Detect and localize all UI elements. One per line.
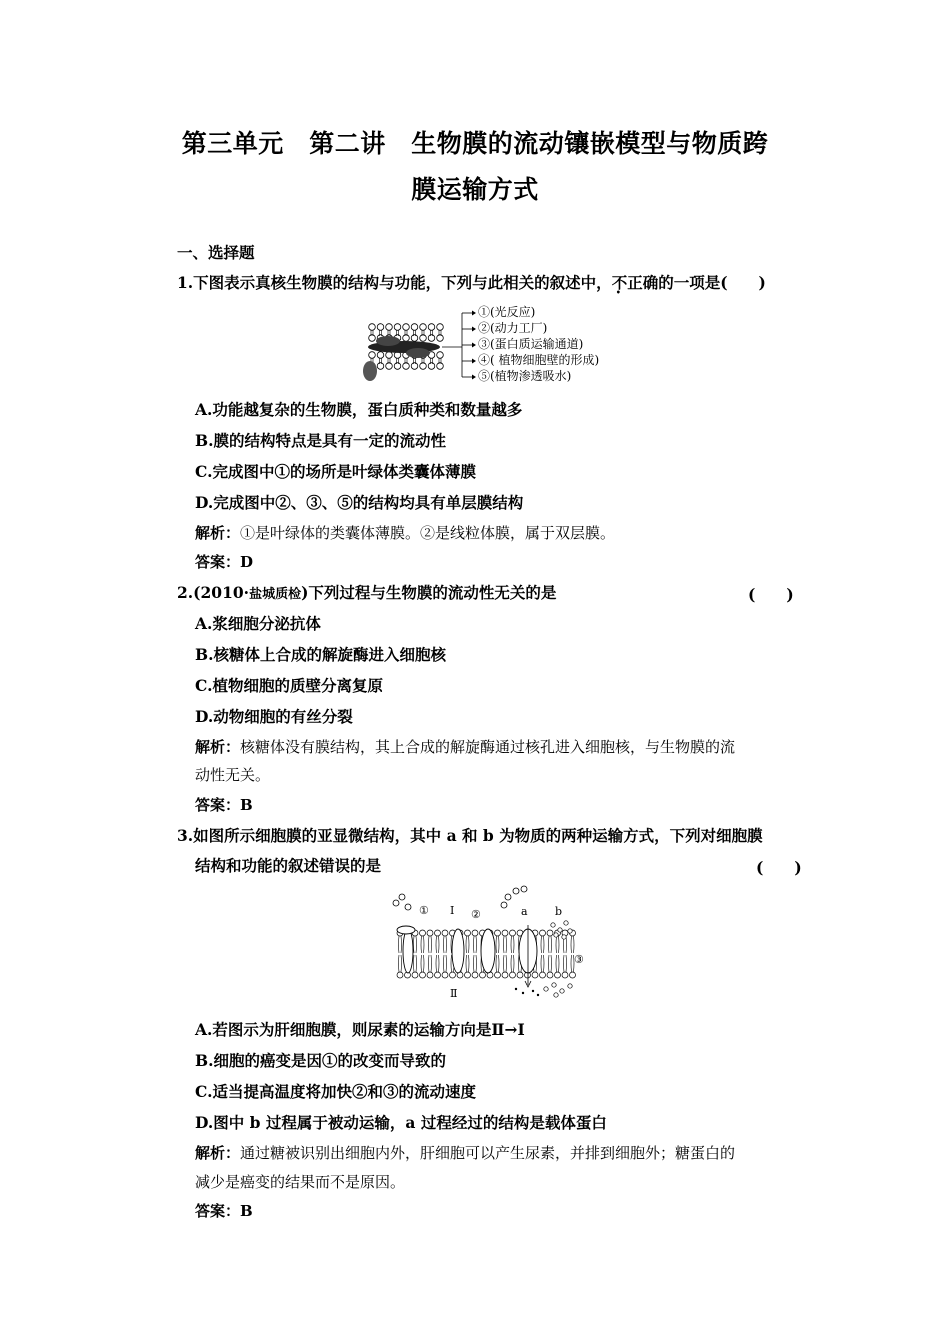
lipid-head [540, 930, 546, 936]
q2-answer-value: B [240, 796, 253, 814]
lipid-head [547, 972, 553, 978]
lipid-head [427, 972, 433, 978]
q1-option-d: D.完成图中②、③、⑤的结构均具有单层膜结构 [195, 493, 524, 512]
molecule-b [562, 935, 566, 939]
membrane-protein [406, 348, 430, 358]
molecule-b [564, 921, 568, 925]
lipid-head [369, 335, 376, 342]
lipid-head [495, 972, 501, 978]
lipid-head [435, 930, 441, 936]
q3-answer-paren: ( ) [756, 858, 802, 877]
q1-label-4: ④( 植物细胞壁的形成) [478, 353, 600, 367]
lipid-tail [504, 955, 507, 972]
section-heading: 一、选择题 [177, 243, 255, 262]
lipid-head [465, 930, 471, 936]
lipid-head [442, 930, 448, 936]
lipid-tail [421, 955, 424, 972]
lipid-tail [549, 936, 552, 953]
sugar-chain [513, 888, 519, 894]
lipid-head [394, 324, 401, 331]
q1-answer [195, 552, 253, 572]
lipid-head [386, 363, 393, 370]
lipid-head [403, 324, 410, 331]
lipid-head [437, 352, 444, 359]
lipid-tail [474, 936, 477, 953]
page-title-line1: 第三单元 第二讲 生物膜的流动镶嵌模型与物质跨 [181, 129, 769, 158]
q3-option-c: C.适当提高温度将加快②和③的流动速度 [195, 1082, 476, 1101]
q1-answer-label: 答案： [195, 553, 241, 571]
glycoprotein [397, 926, 415, 934]
molecule-b [552, 983, 556, 987]
q3-label-II: Ⅱ [450, 987, 458, 1000]
q1-label-5: ⑤(植物渗透吸水) [478, 369, 572, 383]
q2-option-c: C.植物细胞的质壁分离复原 [195, 676, 383, 695]
lipid-head [428, 324, 435, 331]
lipid-head [386, 324, 393, 331]
q1-option-a: A.功能越复杂的生物膜，蛋白质种类和数量越多 [195, 400, 523, 419]
q1-stem [177, 273, 766, 293]
lipid-head [394, 363, 401, 370]
membrane-protein [363, 361, 377, 381]
q3-label-1: ① [419, 904, 429, 917]
lipid-head [472, 972, 478, 978]
lipid-head [540, 972, 546, 978]
lipid-head [510, 930, 516, 936]
molecule-b [544, 987, 548, 991]
lipid-head [480, 972, 486, 978]
q2-option-a: A.浆细胞分泌抗体 [195, 614, 321, 633]
lipid-head [420, 335, 427, 342]
q2-analysis-text1: 核糖体没有膜结构，其上合成的解旋酶通过核孔进入细胞核，与生物膜的流 [240, 738, 736, 756]
lipid-head [420, 972, 426, 978]
membrane-protein [452, 929, 464, 973]
q2-analysis-line1 [195, 737, 735, 757]
lipid-head [420, 363, 427, 370]
sugar-chain [521, 886, 527, 892]
lipid-head [411, 324, 418, 331]
lipid-tail [556, 936, 559, 953]
q1-analysis-label: 解析： [195, 524, 241, 542]
molecule-b [551, 923, 555, 927]
lipid-tail [541, 936, 544, 953]
q3-option-b: B.细胞的癌变是因①的改变而导致的 [195, 1051, 446, 1070]
lipid-head [428, 335, 435, 342]
q2-analysis-line2: 动性无关。 [195, 766, 271, 784]
lipid-tail [429, 936, 432, 953]
lipid-head [377, 363, 384, 370]
q3-answer [195, 1201, 253, 1221]
molecule-b [554, 993, 558, 997]
q3-label-3: ③ [574, 953, 584, 966]
q1-label-1: ①(光反应) [478, 305, 536, 319]
lipid-head [411, 363, 418, 370]
q1-option-c: C.完成图中①的场所是叶绿体类囊体薄膜 [195, 462, 476, 481]
lipid-head [502, 930, 508, 936]
q2-option-d: D.动物细胞的有丝分裂 [195, 707, 353, 726]
q3-stem-line1: 3.如图所示细胞膜的亚显微结构，其中 a 和 b 为物质的两种运输方式，下列对细胞膜 [177, 826, 763, 845]
q2-stem-num: 2.(2010· [177, 583, 250, 602]
arrow-head [472, 343, 476, 348]
q2-option-b: B.核糖体上合成的解旋酶进入细胞核 [195, 645, 446, 664]
arrow-head [472, 327, 476, 332]
lipid-head [547, 930, 553, 936]
sugar-chain [405, 904, 411, 910]
lipid-head [428, 363, 435, 370]
q1-membrane-diagram [360, 305, 630, 390]
lipid-tail [444, 936, 447, 953]
lipid-tail [474, 955, 477, 972]
lipid-tail [429, 955, 432, 972]
sugar-chain [399, 894, 405, 900]
lipid-tail [511, 955, 514, 972]
q3-option-a: A.若图示为肝细胞膜，则尿素的运输方向是Ⅱ→Ⅰ [195, 1020, 525, 1039]
q3-option-d: D.图中 b 过程属于被动运输，a 过程经过的结构是载体蛋白 [195, 1113, 607, 1132]
q1-analysis [195, 523, 615, 543]
q2-answer [195, 795, 253, 815]
q3-stem-line2: 结构和功能的叙述错误的是 [195, 856, 382, 875]
lipid-tail [414, 955, 417, 972]
lipid-tail [564, 955, 567, 972]
q3-label-a: a [521, 905, 528, 918]
molecule-b [554, 933, 558, 937]
lipid-head [450, 972, 456, 978]
lipid-head [397, 972, 403, 978]
lipid-tail [399, 955, 402, 972]
lipid-head [437, 363, 444, 370]
lipid-head [403, 363, 410, 370]
lipid-tail [549, 955, 552, 972]
lipid-tail [496, 955, 499, 972]
lipid-head [435, 972, 441, 978]
lipid-tail [466, 936, 469, 953]
lipid-head [420, 324, 427, 331]
lipid-head [427, 930, 433, 936]
lipid-tail [466, 955, 469, 972]
arrow-head [472, 375, 476, 380]
lipid-head [386, 352, 393, 359]
membrane-protein [376, 336, 400, 346]
lipid-tail [399, 936, 402, 953]
sugar-chain [393, 900, 399, 906]
q3-analysis-label: 解析： [195, 1144, 241, 1162]
sugar-chain [505, 894, 511, 900]
lipid-tail [414, 936, 417, 953]
lipid-tail [504, 936, 507, 953]
lipid-tail [556, 955, 559, 972]
q1-stem-after: 正确的一项是( ) [627, 273, 766, 292]
lipid-head [472, 930, 478, 936]
q3-label-I: Ⅰ [450, 904, 455, 917]
q1-stem-before: 1.下图表示真核生物膜的结构与功能，下列与此相关的叙述中， [177, 273, 612, 292]
page-title-line2: 膜运输方式 [411, 175, 539, 204]
lipid-head [532, 972, 538, 978]
q1-answer-value: D [240, 553, 254, 571]
molecule-b [558, 928, 562, 932]
q3-answer-value: B [240, 1202, 253, 1220]
lipid-tail [511, 936, 514, 953]
lipid-head [465, 972, 471, 978]
lipid-tail [436, 955, 439, 972]
molecule-a [537, 994, 539, 996]
q2-answer-label: 答案： [195, 796, 241, 814]
lipid-tail [444, 955, 447, 972]
lipid-tail [421, 936, 424, 953]
molecule-b [560, 989, 564, 993]
q1-label-3: ③(蛋白质运输通道) [478, 337, 584, 351]
lipid-head [437, 335, 444, 342]
lipid-head [437, 324, 444, 331]
q1-stem-emphasis: 不 [611, 273, 628, 292]
lipid-head [555, 972, 561, 978]
q1-label-2: ②(动力工厂) [478, 321, 548, 335]
lipid-head [442, 972, 448, 978]
q2-analysis-label: 解析： [195, 738, 241, 756]
q2-answer-paren: ( ) [748, 585, 794, 604]
lipid-head [411, 335, 418, 342]
sugar-chain [501, 902, 507, 908]
lipid-head [562, 972, 568, 978]
q1-analysis-text: ①是叶绿体的类囊体薄膜。②是线粒体膜，属于双层膜。 [240, 524, 616, 542]
q1-option-b: B.膜的结构特点是具有一定的流动性 [195, 431, 446, 450]
molecule-a [522, 992, 524, 994]
lipid-head [502, 972, 508, 978]
lipid-tail [541, 955, 544, 972]
lipid-head [369, 352, 376, 359]
lipid-tail [436, 936, 439, 953]
lipid-head [495, 930, 501, 936]
lipid-head [403, 335, 410, 342]
q3-analysis-line1 [195, 1143, 735, 1163]
lipid-head [377, 324, 384, 331]
q2-stem [177, 583, 556, 605]
q3-label-2: ② [471, 908, 481, 921]
molecule-a [532, 990, 534, 992]
molecule-b [568, 984, 572, 988]
q3-analysis-text1: 通过糖被识别出细胞内外，肝细胞可以产生尿素，并排到细胞外；糖蛋白的 [240, 1144, 736, 1162]
q3-membrane-diagram [388, 885, 598, 1000]
arrow-head [472, 311, 476, 316]
membrane-protein [481, 929, 495, 973]
molecule-a [515, 988, 517, 990]
q2-stem-source: 盐城质检 [249, 587, 302, 602]
lipid-head [420, 930, 426, 936]
molecule-b [568, 929, 572, 933]
lipid-head [412, 972, 418, 978]
lipid-head [369, 324, 376, 331]
q2-stem-text: )下列过程与生物膜的流动性无关的是 [301, 583, 557, 602]
arrow-head [472, 359, 476, 364]
lipid-tail [571, 936, 574, 953]
lipid-tail [496, 936, 499, 953]
q3-answer-label: 答案： [195, 1202, 241, 1220]
lipid-head [377, 352, 384, 359]
lipid-head [570, 972, 576, 978]
q3-label-b: b [555, 905, 563, 918]
membrane-protein [403, 929, 413, 973]
q3-analysis-line2: 减少是癌变的结果而不是原因。 [195, 1173, 406, 1191]
lipid-head [510, 972, 516, 978]
lipid-head [517, 972, 523, 978]
